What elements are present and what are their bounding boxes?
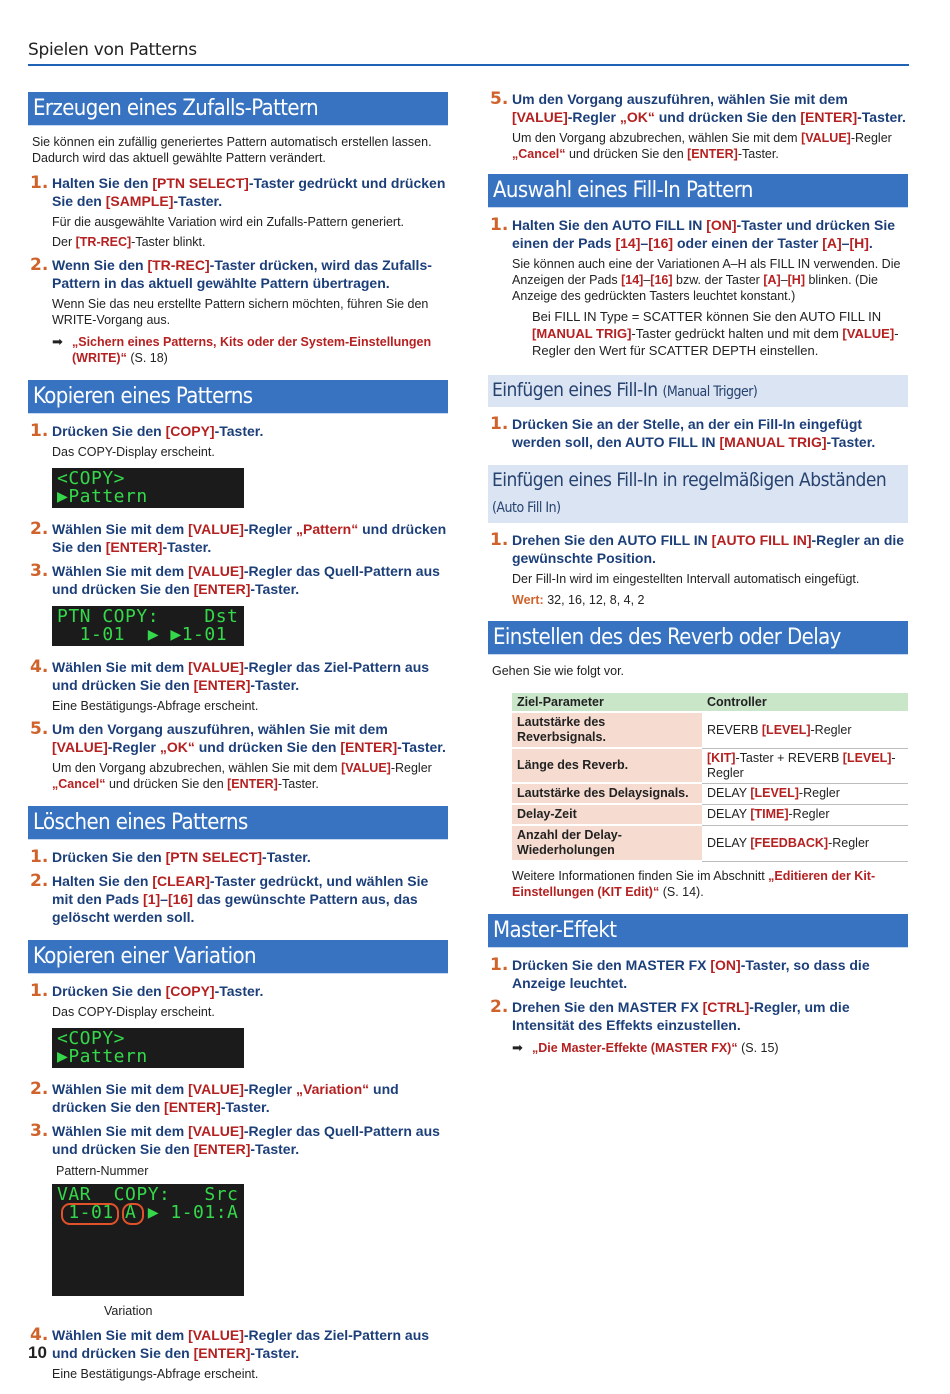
table-row: Länge des Reverb. [KIT]-Taster + REVERB [LEVEL]-Regler bbox=[512, 748, 908, 783]
more-info: Weitere Informationen finden Sie im Abschnitt „Editieren der Kit-Einstellungen (KIT Edit)“ (S. 14). bbox=[512, 869, 876, 899]
reference-link[interactable]: „Die Master-Effekte (MASTER FX)“ bbox=[532, 1041, 738, 1055]
step-number: 5. bbox=[490, 89, 509, 109]
step-3 bbox=[28, 562, 448, 598]
page-number: 10 bbox=[28, 1343, 47, 1362]
step-number: 1. bbox=[30, 847, 49, 867]
step-1 bbox=[28, 422, 448, 460]
reference-link[interactable]: „Editieren der Kit-Einstellungen (KIT Edit)“ bbox=[512, 869, 876, 899]
step-text: Um den Vorgang auszuführen, wählen Sie mit dem [VALUE]-Regler „OK“ und drücken Sie den [ENTER]-Taster. bbox=[52, 721, 446, 755]
table-row: Lautstärke des Reverbsignals. REVERB [LEVEL]-Regler bbox=[512, 712, 908, 748]
step-note: Bei FILL IN Type = SCATTER können Sie den AUTO FILL IN [MANUAL TRIG]-Taster gedrückt halten und mit dem [VALUE]-Regler den Wert für SCATTER DEPTH einstellen. bbox=[532, 309, 899, 358]
step-text: Drücken Sie den [COPY]-Taster. bbox=[52, 423, 264, 439]
column-header: Controller bbox=[702, 693, 908, 712]
section-fill-in-manual bbox=[488, 375, 908, 451]
step-1 bbox=[488, 531, 908, 587]
reference-link[interactable]: „Sichern eines Patterns, Kits oder der System-Einstellungen (WRITE)“ bbox=[72, 335, 432, 365]
step-text: Drücken Sie den MASTER FX [ON]-Taster, so dass die Anzeige leuchtet. bbox=[512, 957, 870, 991]
step-5 bbox=[28, 720, 448, 792]
step-number: 1. bbox=[30, 421, 49, 441]
table-row: Lautstärke des Delaysignals. DELAY [LEVEL]-Regler bbox=[512, 783, 908, 804]
section-fill-in-auto bbox=[488, 465, 908, 607]
section-title: Einstellen des des Reverb oder Delay bbox=[488, 621, 908, 655]
step-2 bbox=[28, 1080, 448, 1116]
section-title: Auswahl eines Fill-In Pattern bbox=[488, 174, 908, 208]
section-title: Löschen eines Patterns bbox=[28, 806, 448, 840]
step-number: 2. bbox=[30, 255, 49, 275]
step-text: Drücken Sie den [PTN SELECT]-Taster. bbox=[52, 849, 311, 865]
step-number: 2. bbox=[30, 871, 49, 891]
table-header-row bbox=[512, 693, 908, 712]
table-row: Anzahl der Delay-Wiederholungen DELAY [FEEDBACK]-Regler bbox=[512, 825, 908, 861]
step-text: Wählen Sie mit dem [VALUE]-Regler „Variation“ und drücken Sie den [ENTER]-Taster. bbox=[52, 1081, 399, 1115]
step-text: Halten Sie den [PTN SELECT]-Taster gedrückt und drücken Sie den [SAMPLE]-Taster. bbox=[52, 175, 446, 209]
step-note: Um den Vorgang abzubrechen, wählen Sie mit dem [VALUE]-Regler „Cancel“ und drücken Sie den [ENTER]-Taster. bbox=[52, 761, 432, 791]
step-note: Eine Bestätigungs-Abfrage erscheint. bbox=[52, 1367, 259, 1381]
step-1 bbox=[28, 174, 448, 250]
step-text: Wenn Sie den [TR-REC]-Taster drücken, wird das Zufalls-Pattern in das aktuell gewählte Pattern übertragen. bbox=[52, 257, 432, 291]
section-delete-pattern bbox=[28, 806, 448, 926]
step-note: Der [TR-REC]-Taster blinkt. bbox=[52, 235, 206, 249]
lcd-display: PTN COPY: Dst 1-01 ▶ ▶1-01 bbox=[52, 606, 244, 646]
step-text: Wählen Sie mit dem [VALUE]-Regler das Quell-Pattern aus und drücken Sie den [ENTER]-Taster. bbox=[52, 1123, 440, 1157]
section-title: Erzeugen eines Zufalls-Pattern bbox=[28, 92, 448, 126]
step-number: 4. bbox=[30, 657, 49, 677]
step-number: 4. bbox=[30, 1325, 49, 1345]
step-5 bbox=[488, 90, 908, 162]
step-text: Drehen Sie den MASTER FX [CTRL]-Regler, um die Intensität des Effekts einzustellen. bbox=[512, 999, 850, 1033]
step-2 bbox=[488, 998, 908, 1034]
section-copy-pattern bbox=[28, 380, 448, 792]
pattern-number-label: Pattern-Nummer bbox=[56, 1164, 149, 1178]
lcd-display: <COPY> ▶Pattern bbox=[52, 1028, 244, 1068]
value-list: Wert: 32, 16, 12, 8, 4, 2 bbox=[512, 593, 645, 607]
column-header: Ziel-Parameter bbox=[512, 693, 702, 712]
step-number: 2. bbox=[30, 1079, 49, 1099]
subsection-title: Einfügen eines Fill-In in regelmäßigen Abständen (Auto Fill In) bbox=[488, 465, 908, 523]
step-2 bbox=[28, 872, 448, 926]
step-1 bbox=[488, 956, 908, 992]
step-number: 1. bbox=[490, 530, 509, 550]
step-note: Das COPY-Display erscheint. bbox=[52, 445, 215, 459]
lcd-display: VAR COPY: Src 1-01 A ▶ 1-01:A bbox=[52, 1184, 244, 1296]
step-1 bbox=[488, 415, 908, 451]
step-1 bbox=[28, 982, 448, 1020]
lcd-display: <COPY> ▶Pattern bbox=[52, 468, 244, 508]
step-note: Eine Bestätigungs-Abfrage erscheint. bbox=[52, 699, 259, 713]
header-rule bbox=[28, 64, 909, 66]
step-text: Wählen Sie mit dem [VALUE]-Regler das Quell-Pattern aus und drücken Sie den [ENTER]-Taster. bbox=[52, 563, 440, 597]
section-title: Kopieren einer Variation bbox=[28, 940, 448, 974]
cross-reference: ➡ „Die Master-Effekte (MASTER FX)“ (S. 15) bbox=[512, 1040, 779, 1055]
step-4 bbox=[28, 1326, 448, 1382]
variation-label: Variation bbox=[104, 1304, 153, 1318]
right-column bbox=[488, 90, 908, 1068]
section-title: Kopieren eines Patterns bbox=[28, 380, 448, 414]
parameter-table bbox=[512, 693, 908, 862]
step-number: 1. bbox=[490, 955, 509, 975]
table-row: Delay-Zeit DELAY [TIME]-Regler bbox=[512, 804, 908, 825]
step-4 bbox=[28, 658, 448, 714]
step-text: Wählen Sie mit dem [VALUE]-Regler das Ziel-Pattern aus und drücken Sie den [ENTER]-Taster. bbox=[52, 1327, 430, 1361]
step-number: 3. bbox=[30, 561, 49, 581]
step-number: 1. bbox=[30, 981, 49, 1001]
step-1 bbox=[28, 848, 448, 866]
cross-reference: ➡ „Sichern eines Patterns, Kits oder der System-Einstellungen (WRITE)“ (S. 18) bbox=[52, 334, 432, 365]
step-note: Das COPY-Display erscheint. bbox=[52, 1005, 215, 1019]
section-copy-variation-continued bbox=[488, 90, 908, 162]
section-title: Master-Effekt bbox=[488, 914, 908, 948]
section-reverb-delay bbox=[488, 621, 908, 900]
highlight-ring bbox=[61, 1203, 119, 1225]
step-note: Der Fill-In wird im eingestellten Intervall automatisch eingefügt. bbox=[512, 572, 860, 586]
section-fill-in-select bbox=[488, 174, 908, 359]
running-head: Spielen von Patterns bbox=[28, 40, 197, 60]
step-number: 1. bbox=[30, 173, 49, 193]
section-random-pattern bbox=[28, 92, 448, 366]
step-text: Drücken Sie den [COPY]-Taster. bbox=[52, 983, 264, 999]
step-note: Für die ausgewählte Variation wird ein Zufalls-Pattern generiert. bbox=[52, 215, 405, 229]
step-text: Wählen Sie mit dem [VALUE]-Regler „Pattern“ und drücken Sie den [ENTER]-Taster. bbox=[52, 521, 447, 555]
left-column bbox=[28, 92, 448, 1394]
step-number: 2. bbox=[30, 519, 49, 539]
step-text: Drehen Sie den AUTO FILL IN [AUTO FILL IN]-Regler an die gewünschte Position. bbox=[512, 532, 905, 566]
step-note: Um den Vorgang abzubrechen, wählen Sie mit dem [VALUE]-Regler „Cancel“ und drücken Sie den [ENTER]-Taster. bbox=[512, 131, 892, 161]
intro-text: Gehen Sie wie folgt vor. bbox=[492, 664, 625, 678]
arrow-right-icon: ➡ bbox=[512, 1040, 523, 1055]
step-text: Um den Vorgang auszuführen, wählen Sie mit dem [VALUE]-Regler „OK“ und drücken Sie den [ENTER]-Taster. bbox=[512, 91, 906, 125]
step-text: Halten Sie den AUTO FILL IN [ON]-Taster und drücken Sie einen der Pads [14]–[16] oder einen der Taster [A]–[H]. bbox=[512, 217, 895, 251]
step-number: 1. bbox=[490, 414, 509, 434]
step-number: 2. bbox=[490, 997, 509, 1017]
step-2 bbox=[28, 520, 448, 556]
subsection-title: Einfügen eines Fill-In (Manual Trigger) bbox=[488, 375, 908, 407]
step-note: Sie können auch eine der Variationen A–H als FILL IN verwenden. Die Anzeigen der Pads [14]–[16] bzw. der Taster [A]–[H] blinken. (Die Anzeige des gedrückten Tasters leuchtet konstant.) bbox=[512, 257, 901, 303]
step-text: Drücken Sie an der Stelle, an der ein Fill-In eingefügt werden soll, den AUTO FILL IN [MANUAL TRIG]-Taster. bbox=[512, 416, 876, 450]
arrow-right-icon: ➡ bbox=[52, 334, 63, 349]
highlight-ring bbox=[122, 1203, 144, 1225]
step-note: Wenn Sie das neu erstellte Pattern sichern möchten, führen Sie den WRITE-Vorgang aus. bbox=[52, 297, 429, 327]
section-master-effect bbox=[488, 914, 908, 1056]
step-text: Halten Sie den [CLEAR]-Taster gedrückt, und wählen Sie mit den Pads [1]–[16] das gewünschte Pattern aus, das gelöscht werden soll. bbox=[52, 873, 429, 925]
step-1 bbox=[488, 216, 908, 359]
step-text: Wählen Sie mit dem [VALUE]-Regler das Ziel-Pattern aus und drücken Sie den [ENTER]-Taster. bbox=[52, 659, 430, 693]
step-2 bbox=[28, 256, 448, 328]
step-number: 3. bbox=[30, 1121, 49, 1141]
section-copy-variation bbox=[28, 940, 448, 1382]
step-3 bbox=[28, 1122, 448, 1158]
annotated-lcd bbox=[28, 1164, 448, 1318]
step-number: 5. bbox=[30, 719, 49, 739]
intro-text: Sie können ein zufällig generiertes Pattern automatisch erstellen lassen. Dadurch wird das aktuell gewählte Pattern verändert. bbox=[32, 135, 432, 165]
step-number: 1. bbox=[490, 215, 509, 235]
